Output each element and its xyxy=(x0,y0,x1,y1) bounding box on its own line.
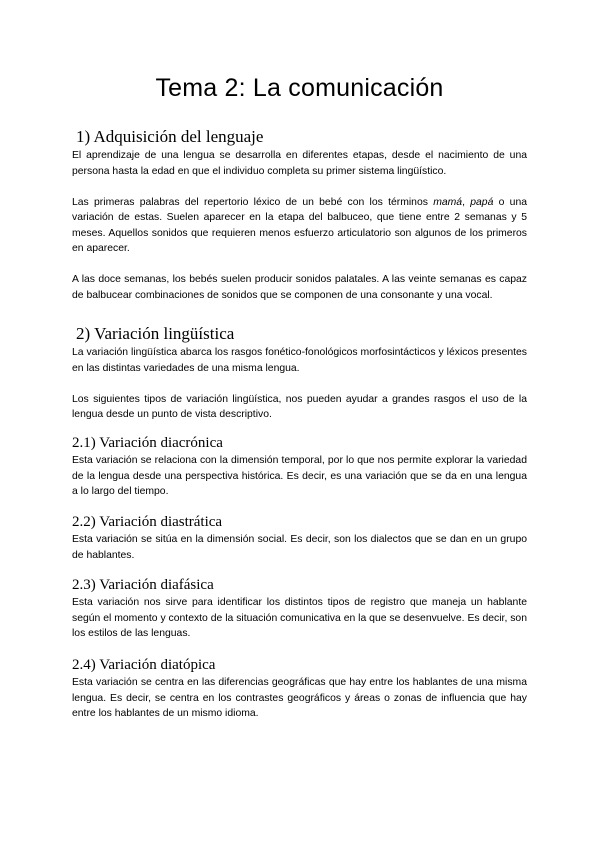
section-variacion-diastratica xyxy=(72,512,527,563)
subsection-heading: 2.1) Variación diacrónica xyxy=(72,435,223,451)
section-adquisicion xyxy=(72,126,527,303)
section-variacion-diafasica xyxy=(72,575,527,642)
paragraph: La variación lingüística abarca los rasgos fonético-fonológicos morfosintácticos y léxicos presentes en las distintas variedades de una misma lengua. xyxy=(72,347,527,374)
paragraph-text: o una variación de estas. Suelen aparecer en la etapa del balbuceo, que tiene entre 2 semanas y 5 meses. Aquellos sonidos que requieren menos esfuerzo articulatorio son algunos de los primeros en aparecer. xyxy=(72,196,528,254)
section-heading: 1) Adquisición del lenguaje xyxy=(76,127,264,146)
section-variacion-diacronica xyxy=(72,433,527,500)
term-mama: mamá xyxy=(433,196,463,208)
paragraph: Esta variación se relaciona con la dimensión temporal, por lo que nos permite explorar la variedad de la lengua desde una perspectiva histórica. Es decir, es una variación que se da en una lengua a lo largo del tiempo. xyxy=(72,455,527,497)
paragraph: Esta variación nos sirve para identificar los distintos tipos de registro que maneja un hablante según el momento y contexto de la situación comunicativa en la que se desenvuelve. Es decir, son los estilos de las lenguas. xyxy=(72,597,527,639)
paragraph: El aprendizaje de una lengua se desarrolla en diferentes etapas, desde el nacimiento de una persona hasta la edad en que el individuo completa su primer sistema lingüístico. xyxy=(72,150,527,177)
paragraph: A las doce semanas, los bebés suelen producir sonidos palatales. A las veinte semanas es capaz de balbucear combinaciones de sonidos que se componen de una consonante y una vocal. xyxy=(72,274,527,301)
subsection-heading: 2.3) Variación diafásica xyxy=(72,577,214,593)
section-heading: 2) Variación lingüística xyxy=(76,324,235,343)
term-papa: papá xyxy=(470,196,494,208)
paragraph-text: Las primeras palabras del repertorio léxico de un bebé con los términos xyxy=(72,196,434,208)
document-title: Tema 2: La comunicación xyxy=(155,74,444,102)
section-variacion-linguistica xyxy=(72,323,527,423)
subsection-heading: 2.2) Variación diastrática xyxy=(72,514,223,530)
section-variacion-diatopica xyxy=(72,655,527,722)
subsection-heading: 2.4) Variación diatópica xyxy=(72,657,216,673)
paragraph: Esta variación se centra en las diferencias geográficas que hay entre los hablantes de una misma lengua. Es decir, se centra en los contrastes geográficos y áreas o zonas de influencia que hay entre los hablantes de un mismo idioma. xyxy=(72,677,527,719)
paragraph-text: , xyxy=(462,196,471,208)
paragraph: Los siguientes tipos de variación lingüística, nos pueden ayudar a grandes rasgos el uso de la lengua desde un punto de vista descriptivo. xyxy=(72,393,527,420)
paragraph xyxy=(72,195,527,257)
paragraph: Esta variación se sitúa en la dimensión social. Es decir, son los dialectos que se dan en un grupo de hablantes. xyxy=(72,534,527,561)
